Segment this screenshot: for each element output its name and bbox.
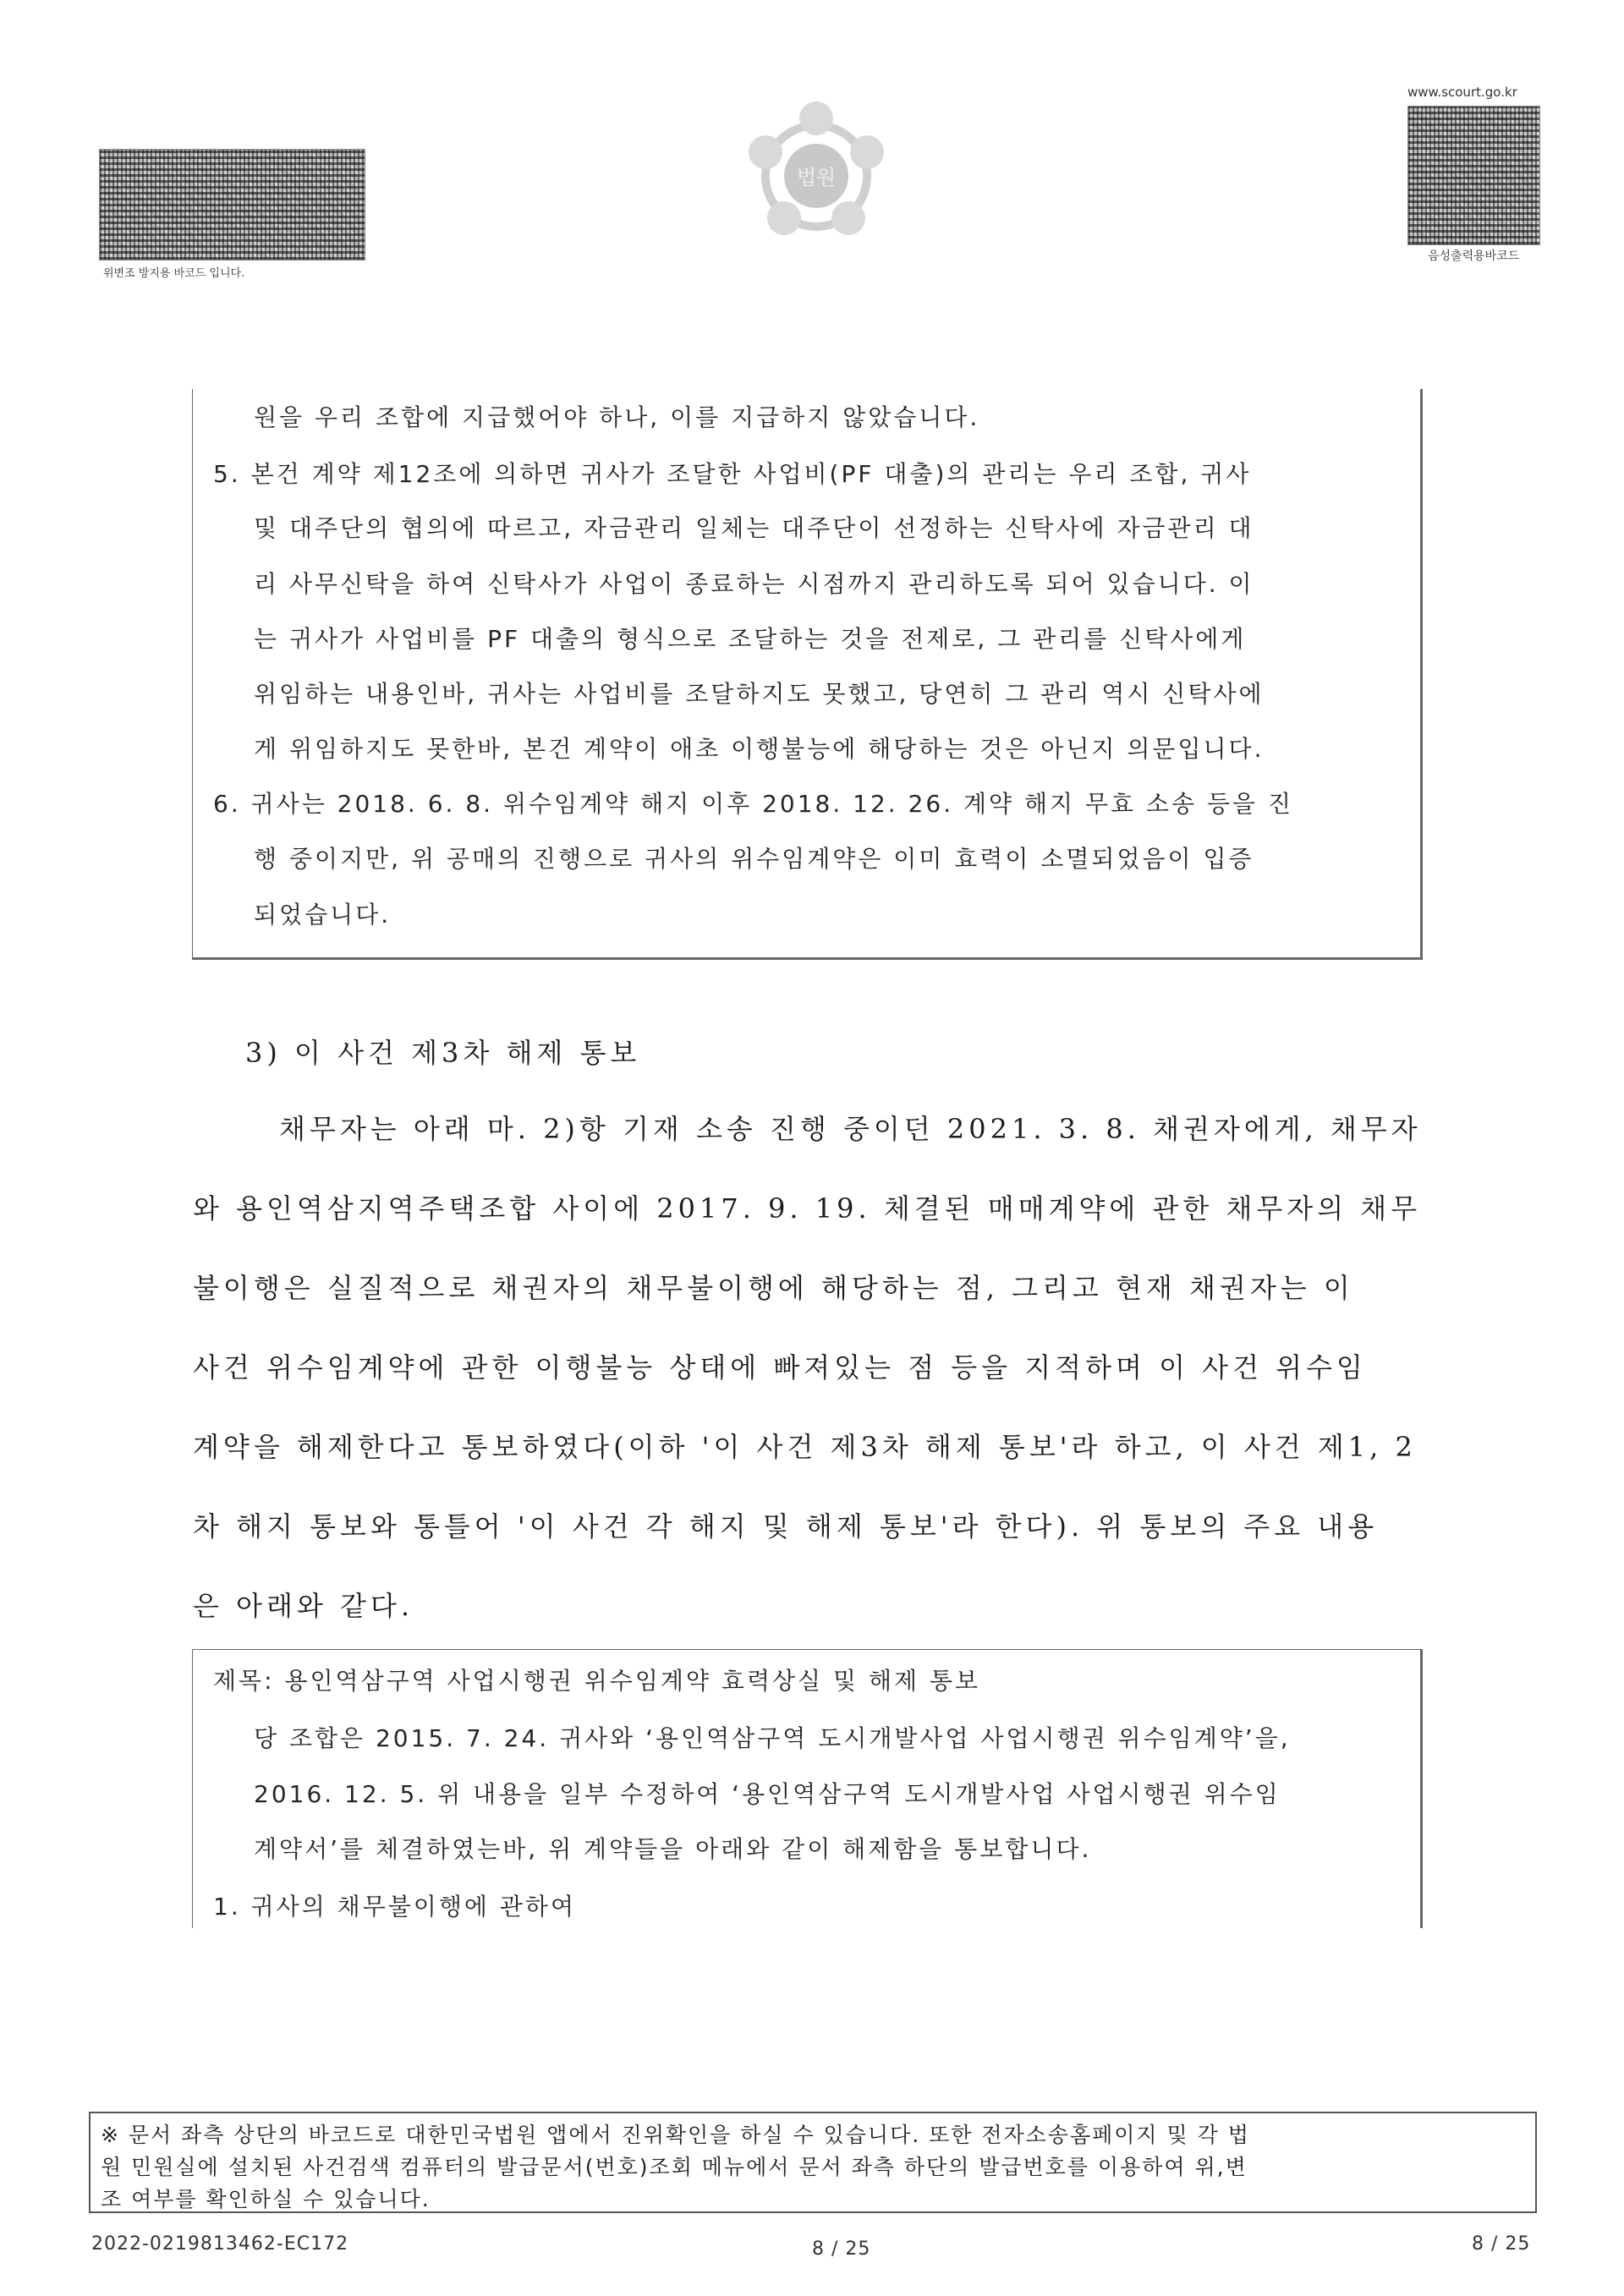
notice-line: 1. 귀사의 채무불이행에 관하여 — [213, 1893, 576, 1921]
body-line: 차 해지 통보와 통틀어 '이 사건 각 해지 및 해제 통보'라 한다). 위 통보의 주요 내용 — [193, 1510, 1379, 1543]
audio-output-barcode — [1407, 106, 1540, 245]
verification-notice-line: ※ 문서 좌측 상단의 바코드로 대한민국법원 앱에서 진위확인을 하실 수 있습니다. 또한 전자소송홈페이지 및 각 법 — [101, 2123, 1250, 2147]
page-number-center: 8 / 25 — [812, 2238, 871, 2260]
notice-line: 되었습니다. — [254, 901, 392, 929]
notice-line: 5. 본건 계약 제12조에 의하면 귀사가 조달한 사업비(PF 대출)의 관리는 우리 조합, 귀사 — [213, 460, 1252, 488]
verification-notice-line: 원 민원실에 설치된 사건검색 컴퓨터의 발급문서(번호)조회 메뉴에서 문서 좌측 하단의 발급번호를 이용하여 위,변 — [101, 2155, 1248, 2179]
verification-notice-line: 조 여부를 확인하실 수 있습니다. — [101, 2187, 431, 2211]
court-seal-emblem — [740, 100, 892, 252]
body-line: 불이행은 실질적으로 채권자의 채무불이행에 해당하는 점, 그리고 현재 채권자는 이 — [193, 1272, 1354, 1304]
notice-line: 위임하는 내용인바, 귀사는 사업비를 조달하지도 못했고, 당연히 그 관리 역시 신탁사에 — [254, 680, 1265, 708]
anti-forgery-barcode — [99, 149, 365, 260]
body-line: 계약을 해제한다고 통보하였다(이하 '이 사건 제3차 해제 통보'라 하고, 이 사건 제1, 2 — [193, 1431, 1417, 1463]
body-line: 사건 위수임계약에 관한 이행불능 상태에 빠져있는 점 등을 지적하며 이 사건 위수임 — [193, 1351, 1367, 1384]
seal-text: 법원 — [796, 166, 837, 189]
notice-line: 당 조합은 2015. 7. 24. 귀사와 ‘용인역삼구역 도시개발사업 사업시행권 위수임계약’을, — [254, 1724, 1291, 1752]
notice-title: 제목: 용인역삼구역 사업시행권 위수임계약 효력상실 및 해제 통보 — [213, 1667, 981, 1695]
notice-line: 2016. 12. 5. 위 내용을 일부 수정하여 ‘용인역삼구역 도시개발사업 사업시행권 위수임 — [254, 1780, 1281, 1808]
body-line: 와 용인역삼지역주택조합 사이에 2017. 9. 19. 체결된 매매계약에 관한 채무자의 채무 — [193, 1192, 1422, 1225]
notice-line: 6. 귀사는 2018. 6. 8. 위수임계약 해지 이후 2018. 12. 26. 계약 해지 무효 소송 등을 진 — [213, 790, 1294, 818]
issue-number: 2022-0219813462-EC172 — [91, 2233, 349, 2255]
audio-output-barcode-caption: 음성출력용바코드 — [1428, 249, 1520, 263]
section-heading: 3) 이 사건 제3차 해제 통보 — [245, 1037, 641, 1069]
page-number-right: 8 / 25 — [1472, 2233, 1531, 2255]
body-line: 은 아래와 같다. — [193, 1590, 414, 1622]
body-line: 채무자는 아래 마. 2)항 기재 소송 진행 중이던 2021. 3. 8. 채권자에게, 채무자 — [279, 1113, 1422, 1145]
notice-line: 는 귀사가 사업비를 PF 대출의 형식으로 조달하는 것을 전제로, 그 관리를 신탁사에게 — [254, 625, 1247, 653]
notice-line: 계약서’를 체결하였는바, 위 계약들을 아래와 같이 해제함을 통보합니다. — [254, 1835, 1092, 1863]
anti-forgery-barcode-caption: 위변조 방지용 바코드 입니다. — [103, 267, 245, 280]
notice-line: 게 위임하지도 못한바, 본건 계약이 애초 이행불능에 해당하는 것은 아닌지 의문입니다. — [254, 735, 1265, 763]
notice-line: 원을 우리 조합에 지급했어야 하나, 이를 지급하지 않았습니다. — [254, 403, 980, 431]
court-url: www.scourt.go.kr — [1407, 85, 1517, 100]
notice-line: 및 대주단의 협의에 따르고, 자금관리 일체는 대주단이 선정하는 신탁사에 자금관리 대 — [254, 514, 1254, 542]
verification-notice-box — [89, 2112, 1537, 2213]
notice-line: 행 중이지만, 위 공매의 진행으로 귀사의 위수임계약은 이미 효력이 소멸되었음이 입증 — [254, 845, 1254, 873]
notice-line: 리 사무신탁을 하여 신탁사가 사업이 종료하는 시점까지 관리하도록 되어 있습니다. 이 — [254, 570, 1254, 598]
